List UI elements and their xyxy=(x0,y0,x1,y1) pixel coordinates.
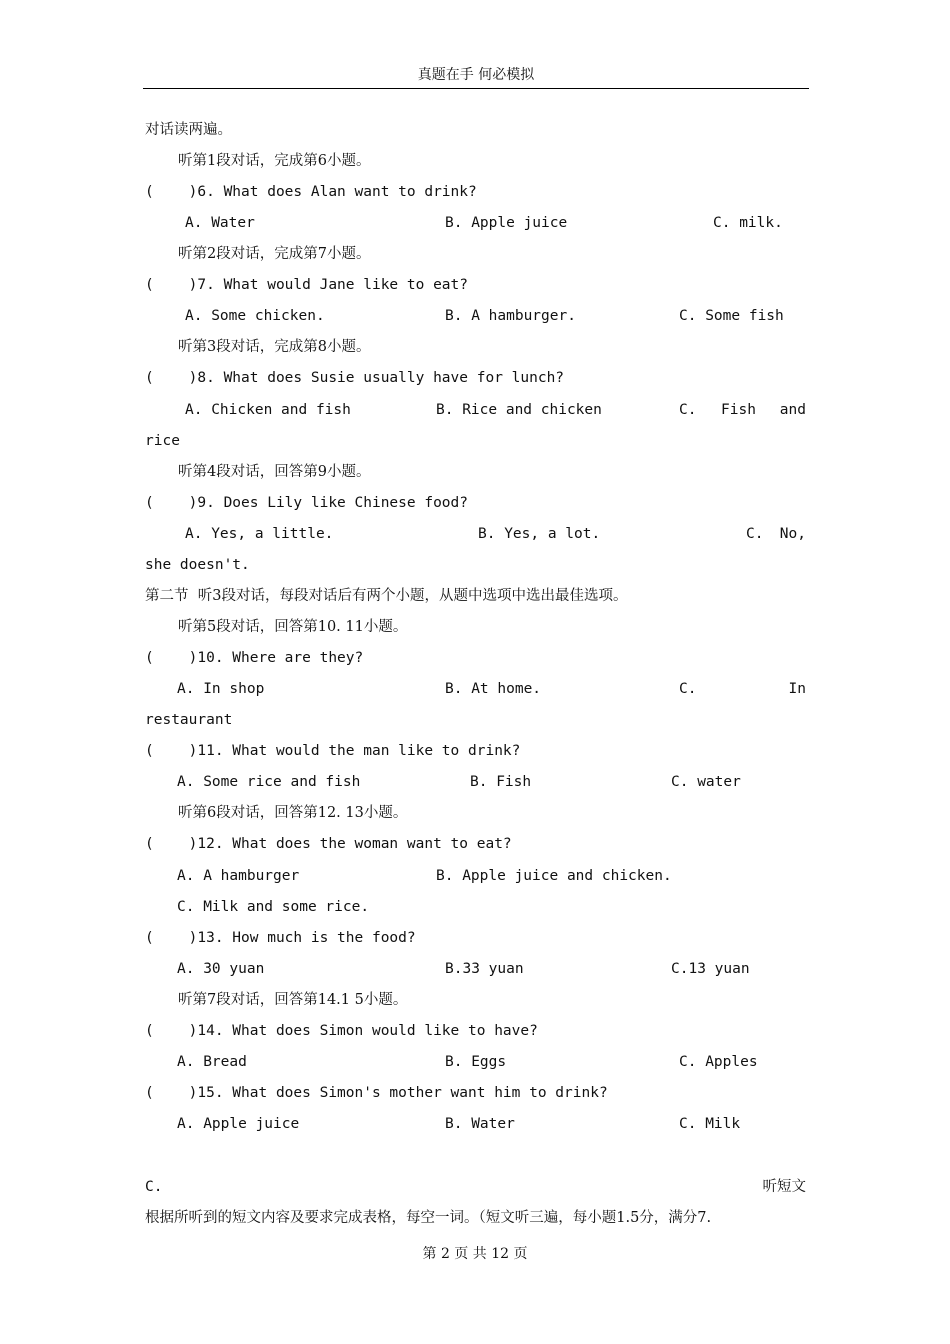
part-c-instruction: 根据所听到的短文内容及要求完成表格，每空一词。（短文听三遍，每小题1.5分，满分7. xyxy=(145,1210,712,1226)
page-header: 真题在手 何必模拟 xyxy=(417,67,535,83)
option-c: C.13 yuan xyxy=(671,961,750,977)
intro-tail: 对话读两遍。 xyxy=(145,122,232,138)
option-b: B. Fish xyxy=(470,774,532,790)
dialog-instruction: 听第7段对话，回答第14.1 5小题。 xyxy=(178,992,408,1008)
option-a: A. Water xyxy=(185,215,255,231)
option-a: A. Chicken and fish xyxy=(185,402,351,418)
part-c-label: C. xyxy=(145,1179,163,1195)
option-c-word: No, xyxy=(779,526,806,542)
option-c-word: and xyxy=(779,402,806,418)
option-c-wrap: she doesn't. xyxy=(145,557,250,573)
question-stem: ( )11. What would the man like to drink? xyxy=(145,743,521,759)
question-stem: ( )15. What does Simon's mother want him to drink? xyxy=(145,1085,608,1101)
question-stem: ( )6. What does Alan want to drink? xyxy=(145,184,477,200)
option-c-word: Fish xyxy=(721,402,756,418)
option-c-wrap: rice xyxy=(145,433,180,449)
option-a: A. In shop xyxy=(177,681,265,697)
dialog-instruction: 听第4段对话，回答第9小题。 xyxy=(178,464,371,480)
option-c-label: C. xyxy=(746,526,764,542)
question-stem: ( )8. What does Susie usually have for lunch? xyxy=(145,370,565,386)
question-stem: ( )13. How much is the food? xyxy=(145,930,416,946)
question-stem: ( )14. What does Simon would like to have? xyxy=(145,1023,538,1039)
option-a: A. Apple juice xyxy=(177,1116,300,1132)
option-b: B. At home. xyxy=(445,681,542,697)
option-b: B. A hamburger. xyxy=(445,308,576,324)
option-b: B. Apple juice xyxy=(445,215,568,231)
option-c: C. Milk and some rice. xyxy=(177,899,370,915)
option-a: A. Bread xyxy=(177,1054,247,1070)
question-stem: ( )12. What does the woman want to eat? xyxy=(145,836,512,852)
dialog-instruction: 听第3段对话，完成第8小题。 xyxy=(178,339,371,355)
option-b: B. Yes, a lot. xyxy=(478,526,601,542)
dialog-instruction: 听第6段对话，回答第12. 13小题。 xyxy=(178,805,408,821)
option-c: C. milk. xyxy=(713,215,783,231)
option-c: C. Some fish xyxy=(679,308,784,324)
question-stem: ( )7. What would Jane like to eat? xyxy=(145,277,469,293)
dialog-instruction: 听第2段对话，完成第7小题。 xyxy=(178,246,371,262)
option-b: B.33 yuan xyxy=(445,961,524,977)
option-c: C. Milk xyxy=(679,1116,741,1132)
question-stem: ( )9. Does Lily like Chinese food? xyxy=(145,495,469,511)
option-b: B. Rice and chicken xyxy=(436,402,602,418)
option-a: A. Some rice and fish xyxy=(177,774,361,790)
question-stem: ( )10. Where are they? xyxy=(145,650,364,666)
option-a: A. A hamburger xyxy=(177,868,300,884)
option-b: B. Water xyxy=(445,1116,515,1132)
option-c: C. Apples xyxy=(679,1054,758,1070)
option-c-word: In xyxy=(788,681,806,697)
part-c-title: 听短文 xyxy=(762,1179,806,1195)
option-a: A. Some chicken. xyxy=(185,308,325,324)
dialog-instruction: 听第5段对话，回答第10. 11小题。 xyxy=(178,619,408,635)
option-c-label: C. xyxy=(679,402,697,418)
dialog-instruction: 听第1段对话，完成第6小题。 xyxy=(178,153,371,169)
page-footer: 第 2 页 共 12 页 xyxy=(422,1246,528,1262)
section-title: 第二节 听3段对话，每段对话后有两个小题，从题中选项中选出最佳选项。 xyxy=(145,588,628,604)
option-c-wrap: restaurant xyxy=(145,712,233,728)
option-b: B. Eggs xyxy=(445,1054,507,1070)
option-a: A. Yes, a little. xyxy=(185,526,334,542)
option-a: A. 30 yuan xyxy=(177,961,265,977)
option-c: C. water xyxy=(671,774,741,790)
option-c-label: C. xyxy=(679,681,697,697)
header-rule xyxy=(143,88,809,89)
option-b: B. Apple juice and chicken. xyxy=(436,868,672,884)
